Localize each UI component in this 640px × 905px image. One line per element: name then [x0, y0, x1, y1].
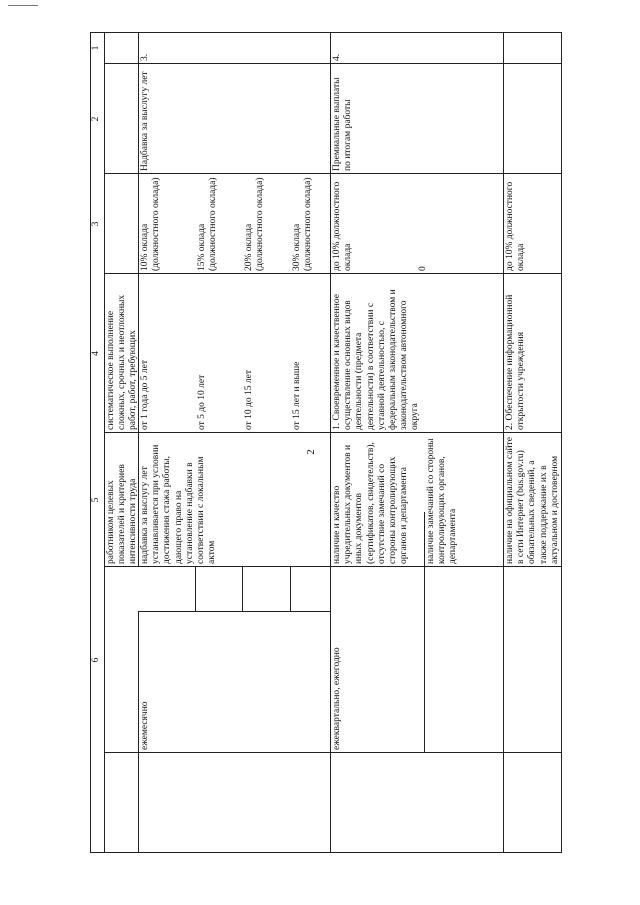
header-col-3: 3 — [91, 221, 101, 227]
table-line — [290, 567, 291, 612]
row4-criterion1-condition-a: наличие и качество учредительных документов и иных документов (сертификатов, свидетельств), отсутствие замечаний со стороны контролирующих органов и департамента — [332, 442, 410, 564]
row4-frequency: ежеквартально, ежегодно — [332, 647, 342, 750]
row3-amount-1: 10% оклада (должностного оклада) — [140, 177, 162, 271]
row4-name: Премиальные выплаты по итогам работы — [332, 77, 354, 171]
row4-criterion1-amount-zero: 0 — [418, 266, 428, 271]
table-line — [138, 611, 330, 612]
header-col-1: 1 — [91, 45, 101, 51]
header-col-2: 2 — [91, 116, 101, 122]
row3-amount-3: 20% оклада (должностного оклада) — [244, 177, 266, 271]
row3-period-3: от 10 до 15 лет — [244, 370, 254, 430]
table-line — [90, 852, 562, 853]
row4-criterion1-text: 1. Своевременное и качественное осуществление основных видов деятельности (предмета деятельности) в соответствии с уставной деятельностью, с федеральным законодательством и законодательством автономного округа — [332, 289, 421, 430]
row4-number: 4. — [332, 53, 342, 61]
row4-criterion2-amount: до 10% должностного оклада — [505, 181, 527, 271]
row4-criterion2-text: 2. Обеспечение информационной открытости учреждения — [505, 294, 527, 430]
row3-amount-2: 15% оклада (должностного оклада) — [197, 177, 219, 271]
header-col-5: 5 — [91, 497, 101, 503]
table-viewport — [90, 32, 562, 853]
row3-number: 3. — [140, 53, 150, 61]
row4-criterion1-amount: до 10% должностного оклада — [332, 181, 354, 271]
corner-mark — [8, 5, 38, 6]
rotated-table — [90, 32, 562, 853]
row4-criterion2-condition: наличие на официальном сайте в сети Интернет (bus.gov.ru) обязательных сведений, а также поддержание их в актуальном и достоверном — [505, 437, 560, 564]
table-line — [195, 567, 196, 612]
row3-period-2: от 5 до 10 лет — [197, 374, 207, 430]
header-col-6: 6 — [91, 657, 101, 663]
row3-name: Надбавка за выслугу лет — [140, 71, 150, 171]
page-number: 2 — [305, 449, 317, 455]
row3-amount-4: 30% оклада (должностного оклада) — [292, 177, 314, 271]
row4-criterion1-condition-b: наличие замечаний со стороны контролирующих органов, департамента — [426, 438, 459, 564]
table-line — [242, 567, 243, 612]
row3-period-4: от 15 лет и выше — [292, 361, 302, 430]
row-top-frequency: ежемесячно — [140, 701, 150, 750]
row-top-criterion: систематическое выполнение сложных, срочных и неотложных работ, работ, требующих — [106, 294, 138, 430]
header-col-4: 4 — [91, 351, 101, 356]
row3-period-1: от 1 года до 5 лет — [140, 359, 150, 430]
row-top-condition: работником целевых показателей и критериев интенсивности труда — [106, 464, 138, 564]
row3-condition: надбавка за выслугу лет устанавливается при условии достижения стажа работы, дающего право на установление надбавки в соответствии с локальным актом — [140, 444, 218, 564]
